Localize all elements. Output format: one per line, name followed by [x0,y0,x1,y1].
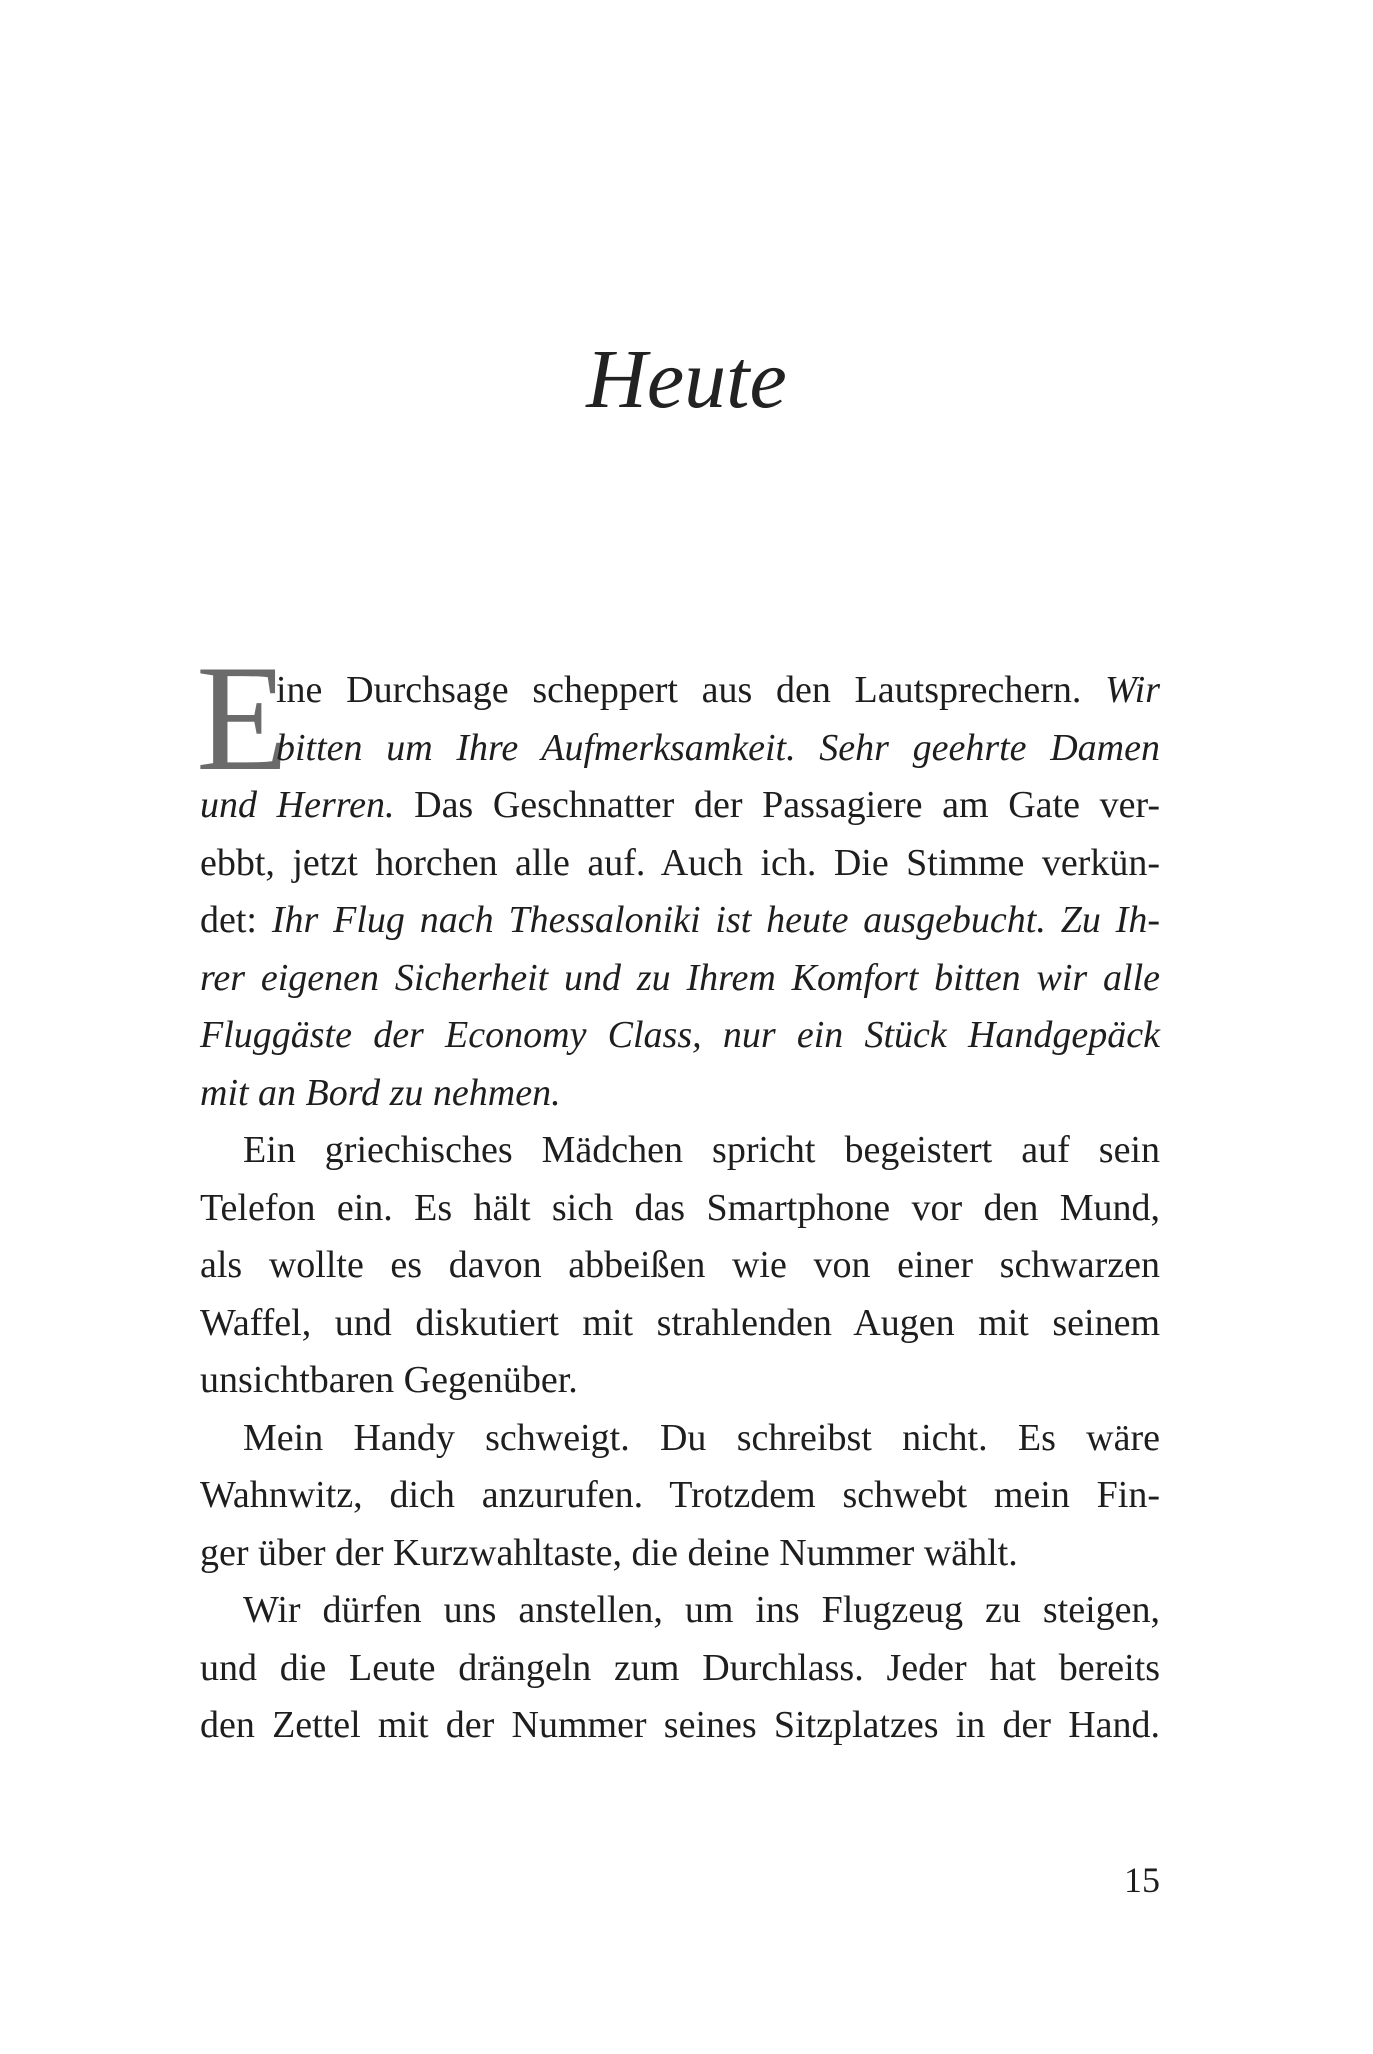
italic-run: und Herren. [200,784,395,826]
italic-run: Wir [1105,669,1160,711]
italic-run: bitten um Ihre Aufmerksamkeit. Sehr geehrte Damen [276,726,1160,769]
text-run: als wollte es davon abbeißen wie von einer schwarzen [200,1244,1160,1286]
text-line [200,1122,1160,1180]
text-run: ine Durchsage scheppert aus den Lautsprechern. [276,669,1106,711]
italic-run: mit an Bord zu nehmen. [200,1071,561,1114]
text-run: Das Geschnatter der Passagiere am Gate ver- [394,784,1160,826]
chapter-title: Heute [586,333,787,426]
text-run: und die Leute drängeln zum Durchlass. Jeder hat bereits [200,1646,1160,1689]
paragraph [200,1582,1160,1755]
text-run: Wahnwitz, dich anzurufen. Trotzdem schwebt mein Fin- [200,1474,1160,1516]
text-line [200,1180,1160,1238]
text-run: Telefon ein. Es hält sich das Smartphone vor den Mund, [200,1186,1160,1229]
paragraph [196,634,1160,1122]
text-run: unsichtbaren Gegenüber. [200,1359,578,1401]
paragraph [200,1410,1160,1583]
italic-run: Ihr Flug nach Thessaloniki ist heute ausgebucht. Zu Ih- [271,899,1160,941]
text-line [200,1640,1160,1698]
text-run: ger über der Kurzwahltaste, die deine Nummer wählt. [200,1531,1018,1574]
text-line [200,1065,1160,1123]
italic-run: Fluggäste der Economy Class, nur ein Stück Handgepäck [200,1014,1160,1056]
text-line [200,720,1160,778]
drop-cap: E [196,634,289,802]
text-line [200,1582,1160,1640]
text-line [200,777,1160,835]
text-run: det: [200,899,272,941]
text-line [200,1467,1160,1525]
text-run: Waffel, und diskutiert mit strahlenden Augen mit seinem [200,1301,1160,1344]
body-text [196,634,1160,1755]
text-run: ebbt, jetzt horchen alle auf. Auch ich. Die Stimme verkün- [200,841,1160,884]
text-line [200,1410,1160,1468]
text-run: Ein griechisches Mädchen spricht begeistert auf sein [243,1129,1160,1171]
italic-run: rer eigenen Sicherheit und zu Ihrem Komfort bitten wir alle [200,956,1160,999]
text-line [200,892,1160,950]
text-line [200,835,1160,893]
paragraph [200,1122,1160,1410]
text-line [200,1697,1160,1755]
text-line [200,1237,1160,1295]
text-line [200,1352,1160,1410]
text-line [200,1525,1160,1583]
page-number: 15 [1124,1860,1160,1900]
text-line [200,1007,1160,1065]
text-line [200,950,1160,1008]
text-line [200,1295,1160,1353]
text-run: Wir dürfen uns anstellen, um ins Flugzeug zu steigen, [243,1589,1160,1631]
text-run: den Zettel mit der Nummer seines Sitzplatzes in der Hand. [200,1704,1160,1746]
text-run: Mein Handy schweigt. Du schreibst nicht. Es wäre [243,1416,1160,1459]
